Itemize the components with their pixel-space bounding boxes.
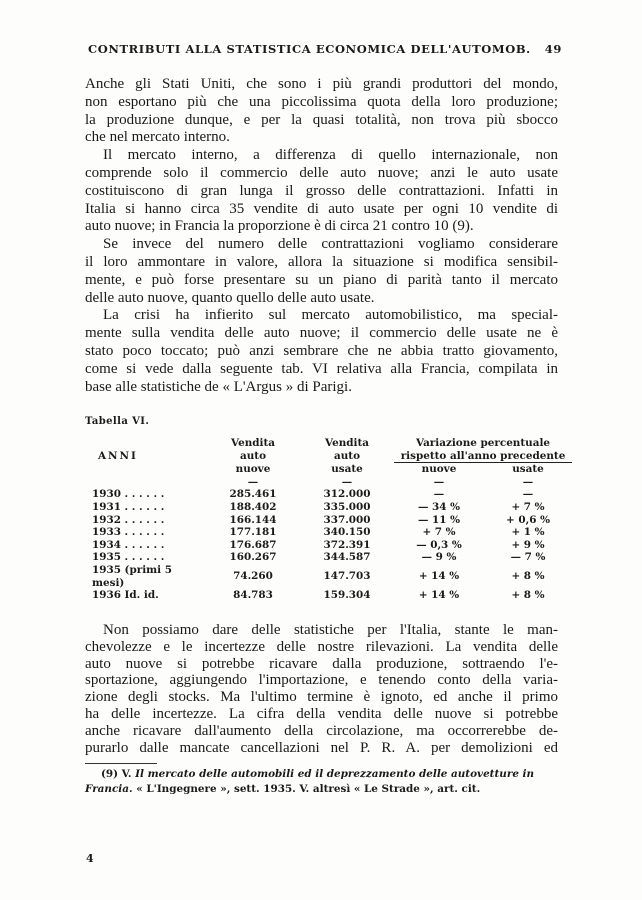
- header-vendita-usate: Vendita: [324, 437, 370, 449]
- text-line: Italia si hanno circa 35 vendite di auto usate per ogni 10 vendite di: [85, 200, 558, 217]
- header-title: CONTRIBUTI ALLA STATISTICA ECONOMICA DELL'AUTOMOB.: [88, 42, 531, 56]
- text-line: costituiscono di gran lunga il grosso delle contrattazioni. Infatti in: [85, 182, 558, 199]
- text-line: La crisi ha infierito sul mercato automobilistico, ma special-: [103, 307, 558, 324]
- cell-var-usate: + 9 %: [511, 538, 545, 551]
- cell-usate: 312.000: [323, 488, 371, 501]
- cell-var-nuove: —: [433, 488, 445, 501]
- header-vendita-nuove: Vendita: [230, 437, 276, 449]
- cell-usate: 147.703: [323, 570, 371, 583]
- cell-anno: 1931 . . . . . .: [92, 500, 165, 513]
- cell-var-nuove: + 14 %: [418, 589, 460, 602]
- cell-var-usate: + 0,6 %: [506, 513, 550, 526]
- cell-var-nuove: — 9 %: [421, 551, 457, 564]
- cell-var-usate: + 1 %: [511, 526, 545, 539]
- header-variazione: [394, 437, 572, 450]
- header-anni: ANNI: [98, 450, 138, 463]
- cell-nuove: 285.461: [229, 488, 277, 501]
- footnote-marker: (9) V.: [101, 768, 132, 780]
- cell-usate: 372.391: [323, 538, 371, 551]
- table-row: [92, 564, 572, 589]
- cell-var-usate: + 7 %: [511, 500, 545, 513]
- table-row: [92, 514, 572, 527]
- table-row: [92, 539, 572, 552]
- header-text: auto: [333, 450, 361, 463]
- text-line: sportazione, aggiungendo l'importazione, e tenendo conto della varia-: [85, 672, 558, 689]
- text-line: non esportano più che una piccolissima quota della loro produzione;: [85, 93, 558, 110]
- footnote-divider: [85, 763, 157, 764]
- running-header: [88, 42, 562, 56]
- cell-anno: 1934 . . . . . .: [92, 538, 165, 551]
- text-line: ha delle incertezze. La cifra della vendita delle nuove si potrebbe: [85, 705, 558, 722]
- cell-nuove: 84.783: [233, 589, 273, 602]
- dash: —: [341, 475, 353, 488]
- text-line: che nel mercato interno.: [85, 129, 230, 146]
- table-row: [92, 488, 572, 501]
- dash: —: [433, 475, 445, 488]
- cell-nuove: 166.144: [229, 513, 277, 526]
- text-line: mente, e può forse presentare su un piano di parità tanto il mercato: [85, 271, 558, 288]
- cell-anno: 1932 . . . . . .: [92, 513, 165, 526]
- footnote: [85, 767, 555, 796]
- table-row: [92, 501, 572, 514]
- table-row: [92, 526, 572, 539]
- header-text: auto: [239, 450, 267, 463]
- header-variazione-sub: rispetto all'anno precedente: [394, 450, 572, 463]
- cell-usate: 337.000: [323, 513, 371, 526]
- dash: —: [247, 475, 259, 488]
- cell-var-nuove: — 34 %: [418, 500, 460, 513]
- text-line: il loro ammontare in valore, allora la situazione si modifica sensibil-: [85, 253, 558, 270]
- text-line: purarlo dalle mancate cancellazioni nel P. R. A. per demolizioni ed: [85, 739, 558, 756]
- text-line: stato poco toccato; può anzi sembrare che ne abbia tratto giovamento,: [85, 342, 558, 359]
- cell-usate: 340.150: [323, 526, 371, 539]
- table-row: [92, 589, 572, 602]
- cell-var-nuove: + 7 %: [422, 526, 456, 539]
- header-variazione-title: Variazione percentuale: [415, 437, 551, 449]
- header-var-nuove: nuove: [421, 463, 457, 476]
- header-text: nuove: [235, 463, 271, 476]
- text-line: base alle statistiche de « L'Argus » di Parigi.: [85, 378, 352, 395]
- page-number: 4: [86, 852, 94, 865]
- cell-usate: 159.304: [323, 589, 371, 602]
- text-line: chevolezze e le incertezze delle nostre rilevazioni. La vendita delle: [85, 638, 558, 655]
- text-line: auto nuove si potrebbe ricavare dalla produzione, sottraendo l'e-: [85, 655, 558, 672]
- header-page-number: 49: [544, 42, 562, 56]
- cell-var-nuove: + 14 %: [418, 570, 460, 583]
- text-line: Il mercato interno, a differenza di quello internazionale, non: [103, 147, 558, 164]
- text-line: comprende solo il commercio delle auto nuove; anzi le auto usate: [85, 164, 558, 181]
- cell-nuove: 176.687: [229, 538, 277, 551]
- text-line: anche ricavare dall'aumento della circolazione, ma occorrerebbe de-: [85, 722, 558, 739]
- cell-var-usate: + 8 %: [511, 589, 545, 602]
- cell-var-usate: —: [522, 488, 534, 501]
- dash: —: [522, 475, 534, 488]
- header-text: usate: [331, 463, 363, 476]
- paragraph-block-2: [85, 622, 558, 756]
- cell-var-nuove: — 0,3 %: [416, 538, 462, 551]
- cell-nuove: 74.260: [233, 570, 273, 583]
- text-line: Se invece del numero delle contrattazioni vogliamo considerare: [103, 236, 558, 253]
- text-line: come si vede dalla seguente tab. VI relativa alla Francia, compilata in: [85, 360, 558, 377]
- table-label: Tabella VI.: [85, 416, 150, 427]
- text-line: auto nuove; in Francia la proporzione è di circa 21 contro 10 (9).: [85, 218, 474, 235]
- text-line: zione degli stocks. Ma l'ultimo termine è ignoto, ed anche il primo: [85, 689, 558, 706]
- cell-anno: 1930 . . . . . .: [92, 488, 165, 501]
- text-line: Non possiamo dare delle statistiche per l'Italia, stante le man-: [103, 622, 558, 638]
- table-row: [92, 551, 572, 564]
- cell-anno: 1936 Id. id.: [92, 589, 159, 602]
- cell-anno: 1935 (primi 5 mesi): [92, 563, 172, 589]
- cell-var-usate: + 8 %: [511, 570, 545, 583]
- text-line: Anche gli Stati Uniti, che sono i più grandi produttori del mondo,: [85, 76, 558, 92]
- cell-anno: 1933 . . . . . .: [92, 526, 165, 539]
- cell-usate: 344.587: [323, 551, 371, 564]
- cell-var-nuove: — 11 %: [418, 513, 460, 526]
- cell-var-usate: — 7 %: [510, 551, 546, 564]
- cell-usate: 335.000: [323, 500, 371, 513]
- footnote-title: Il mercato delle automobili ed il deprezzamento delle autovetture in Francia.: [85, 768, 535, 795]
- text-line: la produzione dunque, e per la quasi totalità, non trova più sbocco: [85, 111, 558, 128]
- data-table: [92, 437, 572, 602]
- header-var-usate: usate: [512, 463, 544, 476]
- cell-anno: 1935 . . . . . .: [92, 551, 165, 564]
- cell-nuove: 160.267: [229, 551, 277, 564]
- cell-nuove: 188.402: [229, 500, 277, 513]
- text-line: mente sulla vendita delle auto nuove; il commercio delle usate ne è: [85, 325, 558, 342]
- footnote-text: « L'Ingegnere », sett. 1935. V. altresì « Le Strade », art. cit.: [136, 782, 481, 795]
- paragraph-block-1: [85, 76, 558, 396]
- text-line: delle auto nuove, quanto quello delle auto usate.: [85, 289, 375, 306]
- cell-nuove: 177.181: [229, 526, 277, 539]
